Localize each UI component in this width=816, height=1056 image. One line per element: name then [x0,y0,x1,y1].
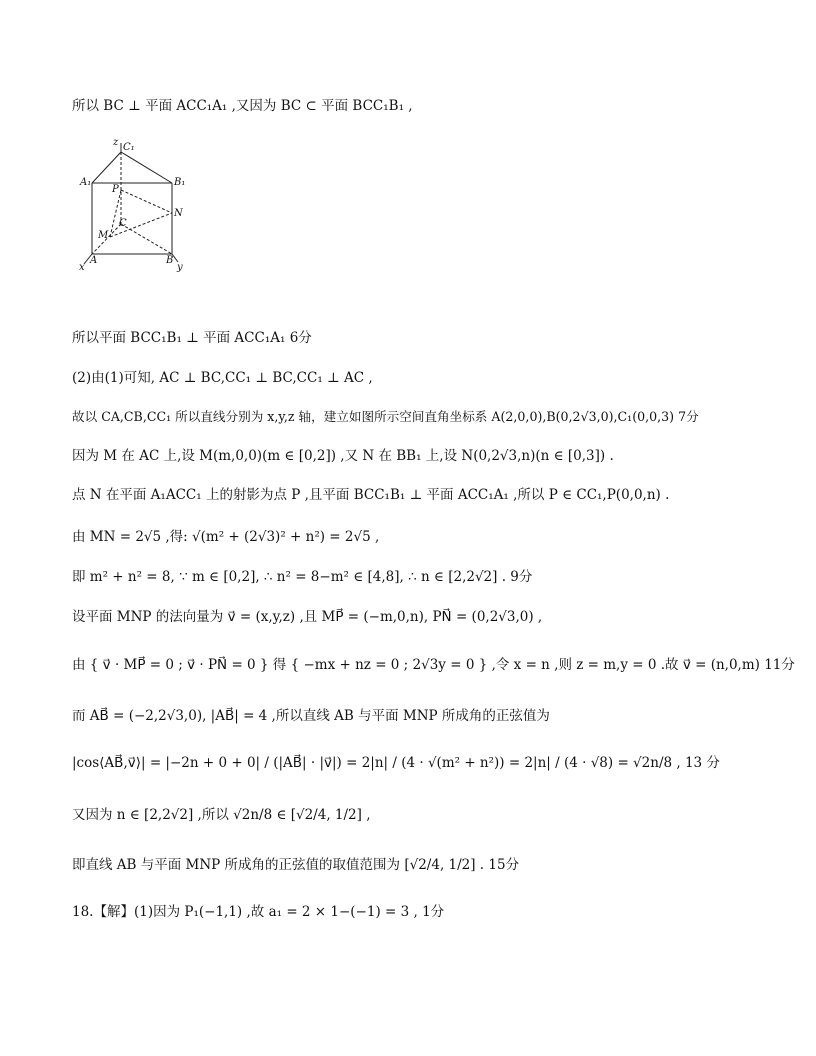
label-p: P [112,184,119,195]
label-b1: B₁ [174,177,186,188]
segment-m-p [110,190,121,237]
text-line-1: 所以 BC ⊥ 平面 ACC₁A₁ ,又因为 BC ⊂ 平面 BCC₁B₁ , [72,98,413,114]
label-b: B [166,255,174,266]
edge-c-b [121,224,172,254]
label-m: M [98,230,109,241]
label-x: x [79,262,85,273]
text-line-10: 由 { v⃗ · MP⃗ = 0 ; v⃗ · PN⃗ = 0 } 得 { −mx + nz = 0 ; 2√3y = 0 } ,令 x = n ,则 z = m,y = 0 .故 v⃗ = (n,0,m) 11分 [72,657,795,673]
label-z: z [113,137,119,148]
label-a: A [90,255,98,266]
text-line-15: 18.【解】(1)因为 P₁(−1,1) ,故 a₁ = 2 × 1−(−1) = 3 , 1分 [72,904,445,920]
text-line-5: 因为 M 在 AC 上,设 M(m,0,0)(m ∈ [0,2]) ,又 N 在 BB₁ 上,设 N(0,2√3,n)(n ∈ [0,3]) . [72,448,614,464]
prism-diagram [74,136,194,274]
label-c: C [119,218,127,229]
text-line-3: (2)由(1)可知, AC ⊥ BC,CC₁ ⊥ BC,CC₁ ⊥ AC , [72,370,373,386]
label-n: N [174,208,183,219]
text-line-2: 所以平面 BCC₁B₁ ⊥ 平面 ACC₁A₁ 6分 [72,330,312,346]
label-y: y [177,262,183,273]
text-line-6: 点 N 在平面 A₁ACC₁ 上的射影为点 P ,且平面 BCC₁B₁ ⊥ 平面 ACC₁A₁ ,所以 P ∈ CC₁,P(0,0,n) . [72,487,670,503]
text-line-8: 即 m² + n² = 8, ∵ m ∈ [0,2], ∴ n² = 8−m² ∈ [4,8], ∴ n ∈ [2,2√2] . 9分 [72,569,533,585]
text-line-14: 即直线 AB 与平面 MNP 所成角的正弦值的取值范围为 [√2/4, 1/2] . 15分 [72,857,520,873]
edge-a1-c1 [92,152,121,183]
segment-p-n [121,190,172,213]
edge-c1-b1 [121,152,172,183]
label-a1: A₁ [80,177,92,188]
prism-figure [74,136,194,274]
label-c1: C₁ [123,142,135,153]
text-line-12: |cos⟨AB⃗,v⃗⟩| = |−2n + 0 + 0| / (|AB⃗| · |v⃗|) = 2|n| / (4 · √(m² + n²)) = 2|n| / (4 · √8) = √2n/8 , 13 分 [72,755,720,771]
text-line-7: 由 MN = 2√5 ,得: √(m² + (2√3)² + n²) = 2√5 , [72,529,380,545]
text-line-4: 故以 CA,CB,CC₁ 所以直线分别为 x,y,z 轴，建立如图所示空间直角坐标系 A(2,0,0),B(0,2√3,0),C₁(0,0,3) 7分 [72,409,699,424]
text-line-9: 设平面 MNP 的法向量为 v⃗ = (x,y,z) ,且 MP⃗ = (−m,0,n), PN⃗ = (0,2√3,0) , [72,609,543,625]
text-line-13: 又因为 n ∈ [2,2√2] ,所以 √2n/8 ∈ [√2/4, 1/2] , [72,807,371,823]
text-line-11: 而 AB⃗ = (−2,2√3,0), |AB⃗| = 4 ,所以直线 AB 与平面 MNP 所成角的正弦值为 [72,708,550,724]
